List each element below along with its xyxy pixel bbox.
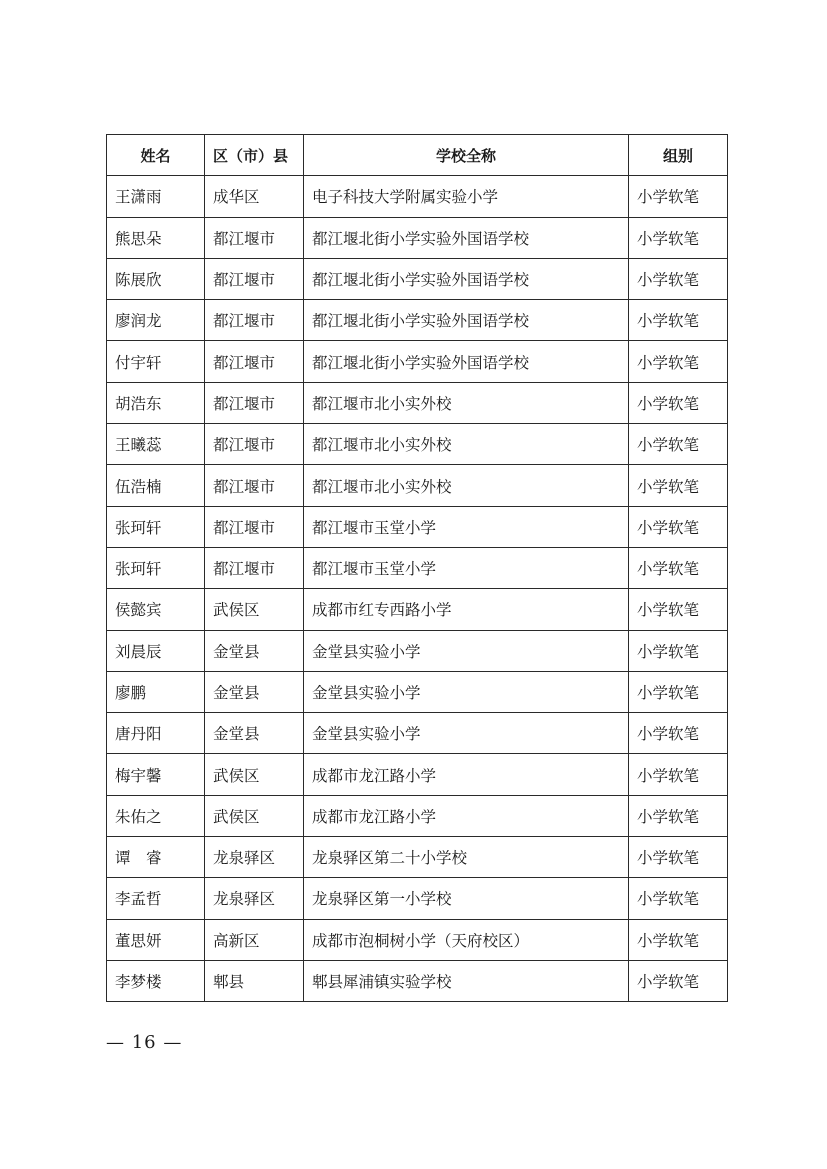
- cell-group: 小学软笔: [629, 754, 728, 795]
- cell-group: 小学软笔: [629, 300, 728, 341]
- cell-school: 都江堰市北小实外校: [304, 382, 629, 423]
- cell-school: 金堂县实验小学: [304, 713, 629, 754]
- cell-name: 刘晨辰: [107, 630, 205, 671]
- cell-school: 龙泉驿区第一小学校: [304, 878, 629, 919]
- table-row: [107, 465, 728, 506]
- table-row: [107, 878, 728, 919]
- cell-group: 小学软笔: [629, 795, 728, 836]
- cell-school: 龙泉驿区第二十小学校: [304, 837, 629, 878]
- cell-group: 小学软笔: [629, 506, 728, 547]
- header-district: 区（市）县: [205, 135, 304, 176]
- cell-name: 廖润龙: [107, 300, 205, 341]
- cell-name: 廖鹏: [107, 671, 205, 712]
- cell-school: 都江堰市玉堂小学: [304, 506, 629, 547]
- cell-district: 金堂县: [205, 671, 304, 712]
- cell-school: 都江堰北街小学实验外国语学校: [304, 300, 629, 341]
- cell-name: 董思妍: [107, 919, 205, 960]
- cell-district: 都江堰市: [205, 424, 304, 465]
- table-row: [107, 795, 728, 836]
- table-row: [107, 341, 728, 382]
- cell-district: 都江堰市: [205, 382, 304, 423]
- table-row: [107, 258, 728, 299]
- cell-group: 小学软笔: [629, 878, 728, 919]
- cell-name: 胡浩东: [107, 382, 205, 423]
- cell-school: 金堂县实验小学: [304, 671, 629, 712]
- cell-name: 侯懿宾: [107, 589, 205, 630]
- cell-name: 梅宇馨: [107, 754, 205, 795]
- cell-school: 都江堰北街小学实验外国语学校: [304, 341, 629, 382]
- cell-school: 都江堰北街小学实验外国语学校: [304, 217, 629, 258]
- cell-school: 都江堰市北小实外校: [304, 465, 629, 506]
- cell-district: 武侯区: [205, 795, 304, 836]
- table-row: [107, 424, 728, 465]
- cell-name: 李梦楼: [107, 960, 205, 1001]
- cell-school: 成都市龙江路小学: [304, 795, 629, 836]
- cell-district: 成华区: [205, 176, 304, 217]
- table-row: [107, 671, 728, 712]
- cell-district: 都江堰市: [205, 217, 304, 258]
- cell-school: 成都市泡桐树小学（天府校区）: [304, 919, 629, 960]
- cell-school: 成都市龙江路小学: [304, 754, 629, 795]
- cell-name: 熊思朵: [107, 217, 205, 258]
- cell-group: 小学软笔: [629, 713, 728, 754]
- results-table: [106, 134, 728, 1002]
- cell-school: 都江堰市玉堂小学: [304, 547, 629, 588]
- cell-school: 都江堰北街小学实验外国语学校: [304, 258, 629, 299]
- cell-school: 金堂县实验小学: [304, 630, 629, 671]
- table-row: [107, 919, 728, 960]
- header-school: 学校全称: [304, 135, 629, 176]
- header-group: 组别: [629, 135, 728, 176]
- cell-name: 付宇轩: [107, 341, 205, 382]
- cell-name: 张珂轩: [107, 547, 205, 588]
- cell-school: 电子科技大学附属实验小学: [304, 176, 629, 217]
- cell-name: 李孟哲: [107, 878, 205, 919]
- cell-name: 王曦蕊: [107, 424, 205, 465]
- cell-district: 龙泉驿区: [205, 837, 304, 878]
- header-name: 姓名: [107, 135, 205, 176]
- header-row: [107, 135, 728, 176]
- cell-name: 王潇雨: [107, 176, 205, 217]
- cell-group: 小学软笔: [629, 341, 728, 382]
- cell-name: 唐丹阳: [107, 713, 205, 754]
- table-row: [107, 589, 728, 630]
- table-row: [107, 754, 728, 795]
- table-row: [107, 217, 728, 258]
- cell-group: 小学软笔: [629, 465, 728, 506]
- cell-group: 小学软笔: [629, 630, 728, 671]
- cell-name: 谭 睿: [107, 837, 205, 878]
- cell-district: 都江堰市: [205, 258, 304, 299]
- table-row: [107, 960, 728, 1001]
- cell-group: 小学软笔: [629, 589, 728, 630]
- cell-group: 小学软笔: [629, 176, 728, 217]
- table-body: [107, 176, 728, 1002]
- cell-group: 小学软笔: [629, 258, 728, 299]
- table-row: [107, 300, 728, 341]
- cell-school: 郫县犀浦镇实验学校: [304, 960, 629, 1001]
- cell-district: 龙泉驿区: [205, 878, 304, 919]
- table-row: [107, 382, 728, 423]
- cell-district: 郫县: [205, 960, 304, 1001]
- cell-group: 小学软笔: [629, 424, 728, 465]
- cell-name: 伍浩楠: [107, 465, 205, 506]
- cell-district: 武侯区: [205, 589, 304, 630]
- cell-group: 小学软笔: [629, 919, 728, 960]
- cell-district: 武侯区: [205, 754, 304, 795]
- cell-group: 小学软笔: [629, 547, 728, 588]
- table-header: [107, 135, 728, 176]
- cell-group: 小学软笔: [629, 960, 728, 1001]
- cell-group: 小学软笔: [629, 217, 728, 258]
- cell-group: 小学软笔: [629, 671, 728, 712]
- cell-district: 都江堰市: [205, 506, 304, 547]
- cell-name: 朱佑之: [107, 795, 205, 836]
- cell-district: 金堂县: [205, 713, 304, 754]
- table-row: [107, 506, 728, 547]
- cell-district: 都江堰市: [205, 547, 304, 588]
- cell-name: 张珂轩: [107, 506, 205, 547]
- cell-school: 成都市红专西路小学: [304, 589, 629, 630]
- page-number: — 16 —: [106, 1032, 183, 1053]
- table-row: [107, 713, 728, 754]
- table-row: [107, 630, 728, 671]
- cell-district: 金堂县: [205, 630, 304, 671]
- cell-name: 陈展欣: [107, 258, 205, 299]
- cell-district: 高新区: [205, 919, 304, 960]
- cell-school: 都江堰市北小实外校: [304, 424, 629, 465]
- cell-district: 都江堰市: [205, 341, 304, 382]
- table-row: [107, 837, 728, 878]
- cell-district: 都江堰市: [205, 300, 304, 341]
- cell-group: 小学软笔: [629, 382, 728, 423]
- table-row: [107, 176, 728, 217]
- cell-district: 都江堰市: [205, 465, 304, 506]
- table-row: [107, 547, 728, 588]
- cell-group: 小学软笔: [629, 837, 728, 878]
